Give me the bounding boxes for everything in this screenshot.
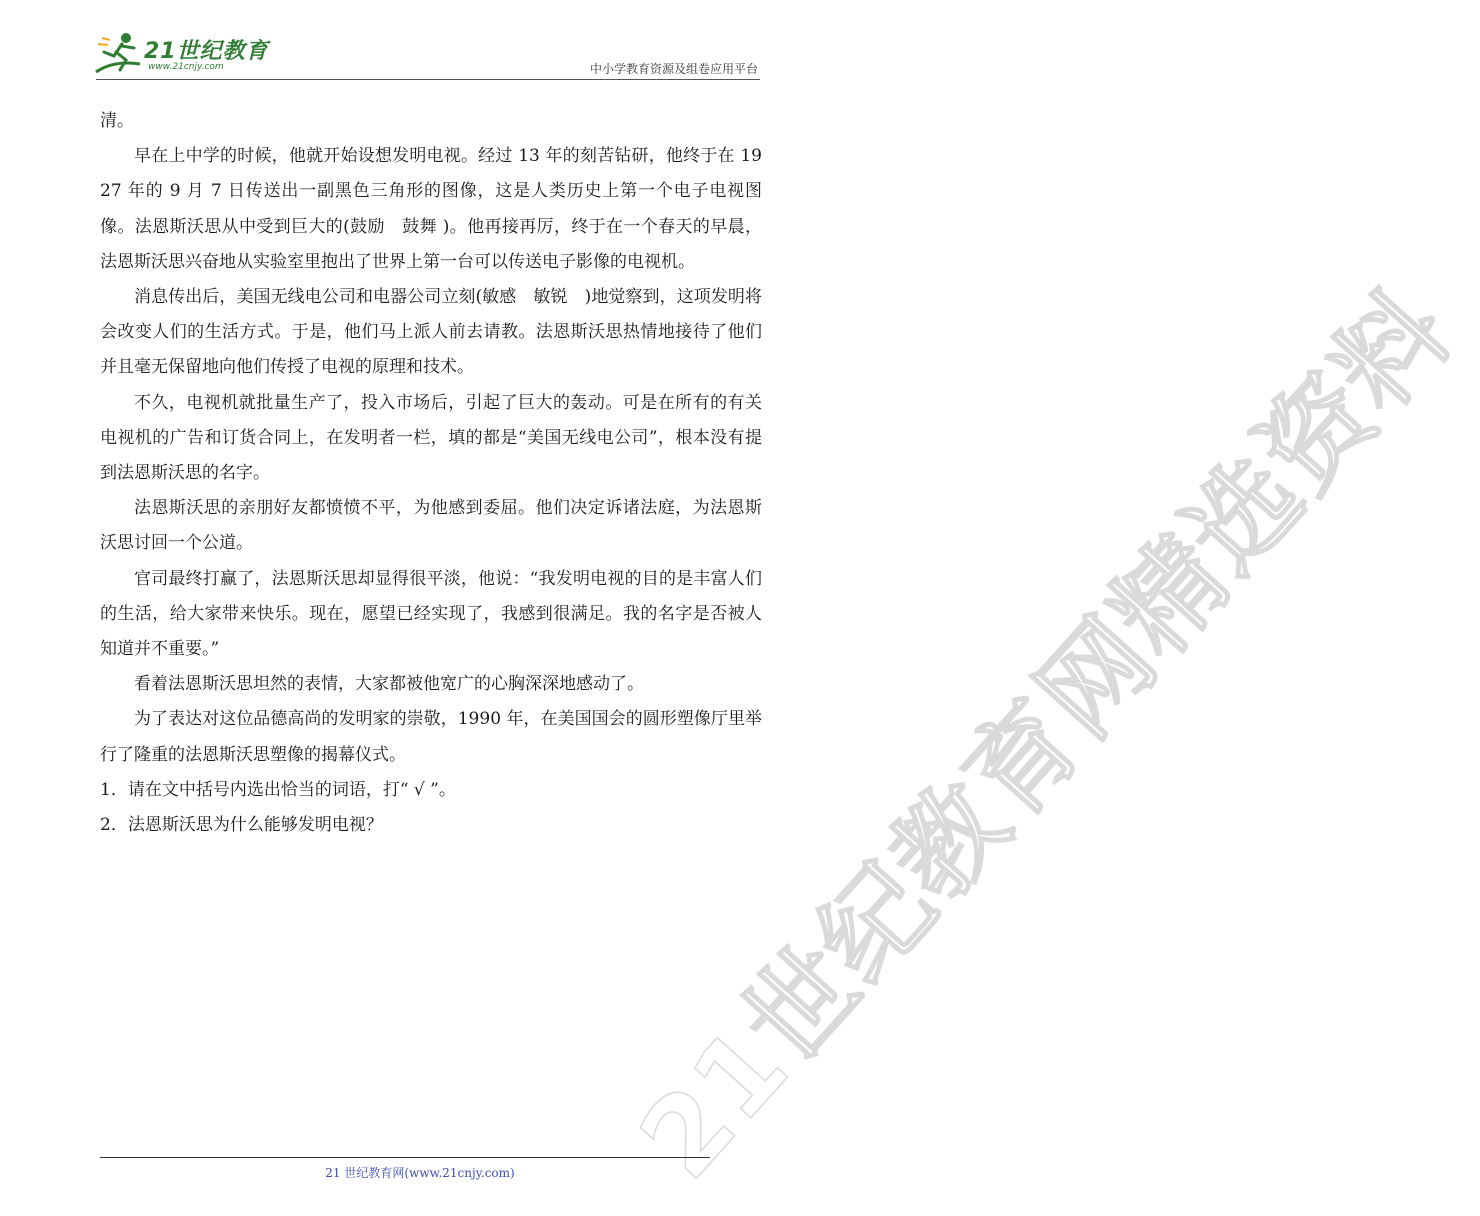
paragraph: 早在上中学的时候，他就开始设想发明电视。经过 13 年的刻苦钻研，他终于在 1927 年的 9 月 7 日传送出一副黑色三角形的图像，这是人类历史上第一个电子电视图像。法恩斯沃思从中受到巨大的(鼓励 鼓舞 )。他再接再厉，终于在一个春天的早晨，法恩斯沃思兴奋地从实验室里抱出了世界上第一台可以传送电子影像的电视机。 — [100, 146, 762, 272]
document-body — [100, 104, 762, 843]
page-header — [0, 0, 860, 90]
paragraph: 看着法恩斯沃思坦然的表情，大家都被他宽广的心胸深深地感动了。 — [134, 674, 644, 695]
paragraph: 法恩斯沃思的亲朋好友都愤愤不平，为他感到委屈。他们决定诉诸法庭，为法恩斯沃思讨回一个公道。 — [100, 498, 762, 554]
logo-url: www.21cnjy.com — [148, 62, 224, 72]
logo-title: 21世纪教育 — [144, 39, 269, 64]
paragraph: 不久，电视机就批量生产了，投入市场后，引起了巨大的轰动。可是在所有的有关电视机的广告和订货合同上，在发明者一栏，填的都是“美国无线电公司”，根本没有提到法恩斯沃思的名字。 — [100, 392, 762, 484]
logo — [92, 30, 272, 80]
question: 2．法恩斯沃思为什么能够发明电视？ — [100, 815, 383, 836]
paragraph: 为了表达对这位品德高尚的发明家的崇敬，1990 年，在美国国会的圆形塑像厅里举行了隆重的法恩斯沃思塑像的揭幕仪式。 — [100, 709, 762, 765]
paragraph: 清。 — [100, 111, 134, 131]
watermark-text: 21世纪教育网精选资料 — [617, 267, 1476, 1203]
paragraph: 官司最终打赢了，法恩斯沃思却显得很平淡，他说：“我发明电视的目的是丰富人们的生活，给大家带来快乐。现在，愿望已经实现了，我感到很满足。我的名字是否被人知道并不重要。” — [100, 568, 762, 660]
footer-text: 21 世纪教育网(www.21cnjy.com) — [325, 1166, 515, 1180]
paragraph: 消息传出后，美国无线电公司和电器公司立刻(敏感 敏锐 )地觉察到，这项发明将会改变人们的生活方式。于是，他们马上派人前去请教。法恩斯沃思热情地接待了他们并且毫无保留地向他们传授了电视的原理和技术。 — [100, 287, 762, 378]
footer-divider — [100, 1157, 710, 1158]
question: 1．请在文中括号内选出恰当的词语，打“ √ ”。 — [100, 779, 456, 800]
header-divider — [96, 79, 760, 80]
runner-logo-icon — [92, 30, 148, 78]
platform-label: 中小学教育资源及组卷应用平台 — [589, 62, 758, 76]
